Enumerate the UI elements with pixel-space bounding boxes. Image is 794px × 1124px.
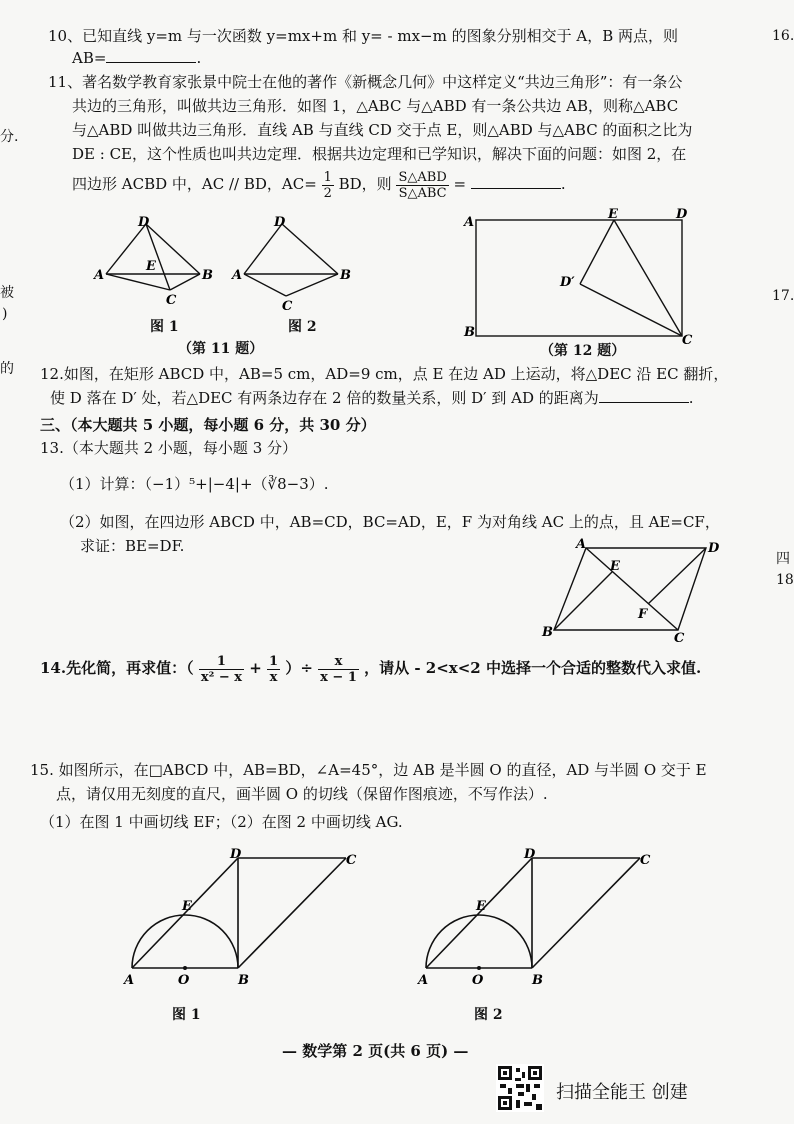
q13-part1: （1）计算：（−1）⁵+|−4|+（∛8−3）. xyxy=(60,475,329,493)
q15-line1: 15. 如图所示，在□ABCD 中，AB=BD，∠A=45°，边 AB 是半圆 O 的直径，AD 与半圆 O 交于 E xyxy=(30,761,707,779)
point-label: O xyxy=(472,973,484,988)
figure-caption: （第 12 题） xyxy=(540,343,626,359)
margin-fragment: 被 xyxy=(0,285,14,301)
figure-caption: （第 11 题） xyxy=(178,341,264,357)
point-label: D xyxy=(708,541,720,556)
page-footer: — 数学第 2 页(共 6 页) — xyxy=(282,1042,469,1060)
q13-part2-line1: （2）如图，在四边形 ABCD 中，AB=CD，BC=AD，E，F 为对角线 AC 上的点，且 AE=CF， xyxy=(60,513,720,531)
point-label: A xyxy=(232,268,243,283)
point-label: D xyxy=(676,207,688,222)
figure-caption: 图 1 xyxy=(172,1007,201,1023)
q15-line3: （1）在图 1 中画切线 EF；（2）在图 2 中画切线 AG. xyxy=(40,813,403,831)
q12-line1: 12.如图，在矩形 ABCD 中，AB=5 cm，AD=9 cm，点 E 在边 AD 上运动，将△DEC 沿 EC 翻折， xyxy=(40,365,729,383)
margin-fragment: 17. xyxy=(772,288,794,304)
point-label: C xyxy=(674,631,685,646)
q14-suffix: ，请从 - 2<x<2 中选择一个合适的整数代入求值. xyxy=(364,659,702,677)
point-label: B xyxy=(238,973,249,988)
q10-line2: AB= . xyxy=(72,49,202,67)
point-label: E xyxy=(608,207,618,222)
area-ratio-fraction: $\frac{\text{S△ABD}}{\text{S△ABC}}$ xyxy=(398,169,447,201)
point-label: B xyxy=(464,325,475,340)
point-label: E xyxy=(182,899,192,914)
point-label: D xyxy=(230,847,242,862)
q12-figure xyxy=(460,206,700,346)
point-label: C xyxy=(640,853,651,868)
point-label: A xyxy=(464,215,475,230)
point-label: C xyxy=(282,299,293,312)
qr-code-icon xyxy=(496,1064,544,1112)
q13-heading: 13.（本大题共 2 小题，每小题 3 分） xyxy=(40,439,298,457)
point-label: B xyxy=(202,268,213,283)
point-label: A xyxy=(576,537,587,552)
section-3-heading: 三、（本大题共 5 小题，每小题 6 分，共 30 分） xyxy=(40,416,376,434)
q14-plus: + xyxy=(249,659,262,677)
q11-line5-a: 四边形 ACBD 中，AC // BD，AC= xyxy=(72,175,317,193)
point-label: E xyxy=(610,559,620,574)
question-14 xyxy=(40,650,701,686)
point-label: C xyxy=(346,853,357,868)
point-label: C xyxy=(166,293,177,308)
point-label: E xyxy=(146,259,156,274)
q15-line2: 点，请仅用无刻度的直尺，画半圆 O 的切线（保留作图痕迹，不写作法）. xyxy=(56,785,548,803)
margin-fragment: ) xyxy=(2,306,8,322)
fraction-1: $\frac{1}{\text{x² − x}}$ xyxy=(200,653,242,685)
margin-fragment: 四 xyxy=(776,551,790,567)
q11-line5: 四边形 ACBD 中，AC // BD，AC= $\frac{1}{2}$ BD，则 $\frac{\text{S△ABD}}{\text{S△ABC}}$ = . xyxy=(72,169,566,201)
point-label: E xyxy=(476,899,486,914)
q12-line2-text: 使 D 落在 D′ 处，若△DEC 有两条边存在 2 倍的数量关系，则 D′ 到 AD 的距离为 xyxy=(50,389,599,407)
fraction-2: $\frac{1}{x}$ xyxy=(269,653,279,685)
point-label: F xyxy=(638,607,648,622)
q11-line5-c: = xyxy=(453,175,467,193)
q11-line2: 共边的三角形，叫做共边三角形．如图 1，△ABC 与△ABD 有一条公共边 AB，则称△ABC xyxy=(72,97,679,115)
point-label: D′ xyxy=(560,275,575,290)
point-label: C xyxy=(682,333,693,346)
answer-blank xyxy=(106,48,196,63)
q11-line4: DE : CE，这个性质也叫共边定理．根据共边定理和已学知识，解决下面的问题：如图 2，在 xyxy=(72,145,687,163)
q10-line1: 10、已知直线 y=m 与一次函数 y=mx+m 和 y= - mx−m 的图象分别相交于 A，B 两点，则 xyxy=(48,27,678,45)
point-label: D xyxy=(274,215,286,230)
q10-ab-label: AB= xyxy=(72,49,107,67)
q11-line5-b: BD，则 xyxy=(338,175,392,193)
answer-blank xyxy=(599,388,689,403)
point-label: B xyxy=(542,625,553,640)
q11-line1: 11、著名数学教育家张景中院士在他的著作《新概念几何》中这样定义“共边三角形”：有一条公 xyxy=(48,73,683,91)
q14-prefix: 14.先化简，再求值：（ xyxy=(40,659,194,677)
figure-caption: 图 2 xyxy=(474,1007,503,1023)
figure-caption: 图 1 xyxy=(150,319,179,335)
q15-figure-2 xyxy=(408,842,668,992)
figure-caption: 图 2 xyxy=(288,319,317,335)
q13-part2-line2: 求证：BE=DF. xyxy=(80,537,185,555)
q15-figure-1 xyxy=(114,842,374,992)
q11-line3: 与△ABD 叫做共边三角形．直线 AB 与直线 CD 交于点 E，则△ABD 与△ABC 的面积之比为 xyxy=(72,121,693,139)
point-label: D xyxy=(524,847,536,862)
q11-figure-2 xyxy=(226,212,356,312)
answer-blank xyxy=(471,174,561,189)
point-label: A xyxy=(124,973,135,988)
point-label: O xyxy=(178,973,190,988)
point-label: A xyxy=(94,268,105,283)
point-label: A xyxy=(418,973,429,988)
q12-line2-end: . xyxy=(688,389,694,407)
scanner-watermark: 扫描全能王 创建 xyxy=(556,1082,688,1103)
fraction-3: $\frac{x}{x - 1}$ xyxy=(320,653,357,685)
point-label: D xyxy=(138,215,150,230)
margin-fragment: 16. xyxy=(772,28,794,44)
q14-div: ）÷ xyxy=(285,659,313,677)
q13-figure xyxy=(540,536,730,646)
fraction-one-half: $\frac{1}{2}$ xyxy=(323,169,332,201)
margin-fragment: 18 xyxy=(776,572,794,588)
margin-fragment: 分. xyxy=(0,129,19,145)
point-label: B xyxy=(340,268,351,283)
q12-line2 xyxy=(50,388,694,408)
q11-figure-1 xyxy=(88,212,218,312)
point-label: B xyxy=(532,973,543,988)
margin-fragment: 的 xyxy=(0,361,14,377)
